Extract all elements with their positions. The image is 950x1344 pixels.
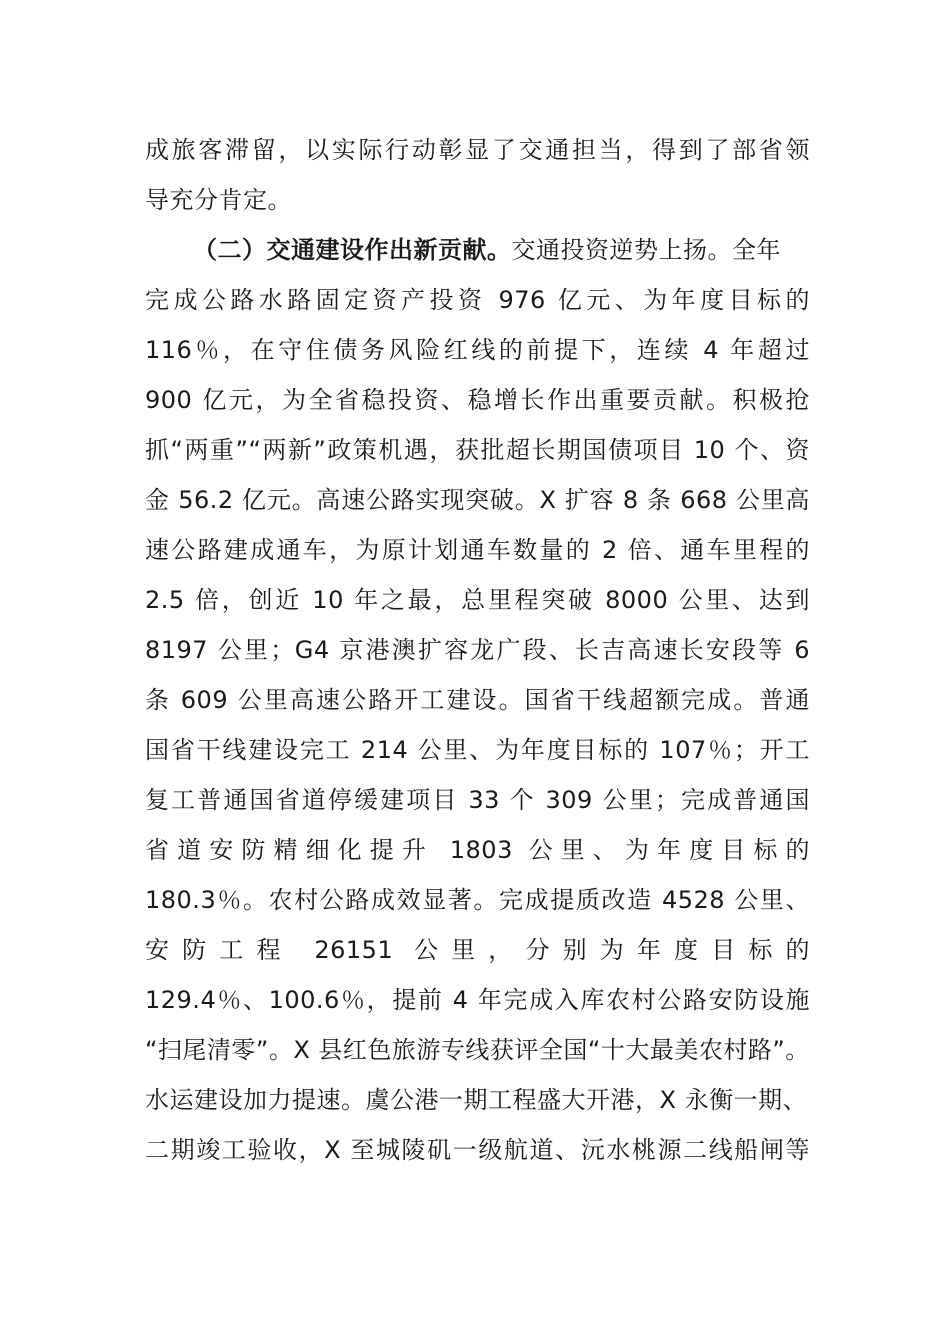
- paragraph-text: 交通投资逆势上扬。全年: [511, 236, 781, 264]
- paragraph-line: 水运建设加力提速。虞公港一期工程盛大开港，X 永衡一期、: [145, 1086, 808, 1114]
- paragraph-line: 二期竣工验收，X 至城陵矶一级航道、沅水桃源二线船闸等: [145, 1136, 810, 1164]
- paragraph-line: 2.5 倍，创近 10 年之最，总里程突破 8000 公里、达到: [145, 586, 810, 614]
- paragraph-line: 8197 公里；G4 京港澳扩容龙广段、长吉高速长安段等 6: [145, 636, 810, 664]
- paragraph-line: 国省干线建设完工 214 公里、为年度目标的 107％；开工: [145, 736, 810, 764]
- paragraph-line: 省道安防精细化提升 1803 公里、为年度目标的: [145, 836, 810, 864]
- section-heading: （二）交通建设作出新贡献。: [193, 236, 512, 264]
- paragraph-line: 900 亿元，为全省稳投资、稳增长作出重要贡献。积极抢: [145, 386, 810, 414]
- section-heading-line: [193, 225, 810, 275]
- paragraph-line: 复工普通国省道停缓建项目 33 个 309 公里；完成普通国: [145, 786, 810, 814]
- paragraph-line: 成旅客滞留，以实际行动彰显了交通担当，得到了部省领: [145, 136, 810, 164]
- paragraph-line: 条 609 公里高速公路开工建设。国省干线超额完成。普通: [145, 686, 810, 714]
- paragraph-line: 116％，在守住债务风险红线的前提下，连续 4 年超过: [145, 336, 810, 364]
- paragraph-line: 129.4％、100.6％，提前 4 年完成入库农村公路安防设施: [145, 986, 810, 1014]
- paragraph-line: 180.3％。农村公路成效显著。完成提质改造 4528 公里、: [145, 886, 810, 914]
- paragraph-line: 安防工程 26151 公里，分别为年度目标的: [145, 936, 810, 964]
- paragraph-line: 导充分肯定。: [145, 186, 292, 214]
- paragraph-line: 抓“两重”“两新”政策机遇，获批超长期国债项目 10 个、资: [145, 436, 810, 464]
- paragraph-line: 完成公路水路固定资产投资 976 亿元、为年度目标的: [145, 286, 810, 314]
- paragraph-line: “扫尾清零”。X 县红色旅游专线获评全国“十大最美农村路”。: [145, 1036, 810, 1064]
- paragraph-line: 速公路建成通车，为原计划通车数量的 2 倍、通车里程的: [145, 536, 810, 564]
- paragraph-line: 金 56.2 亿元。高速公路实现突破。X 扩容 8 条 668 公里高: [145, 486, 810, 514]
